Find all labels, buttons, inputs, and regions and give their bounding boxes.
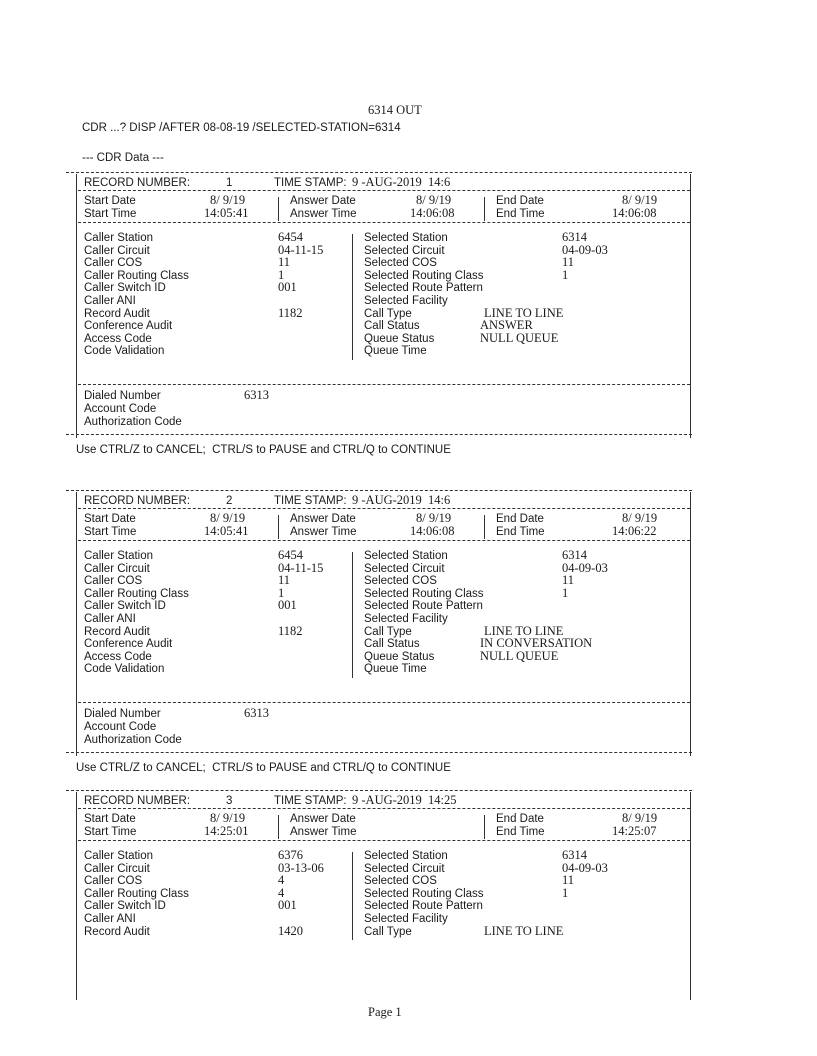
- account-code-label: Account Code: [84, 721, 157, 733]
- dates-rule: [78, 840, 690, 841]
- selected-facility-label: Selected Facility: [364, 295, 448, 307]
- header-rule: [78, 190, 690, 191]
- selected-routing-class-label: Selected Routing Class: [364, 269, 484, 282]
- selected-cos-value: 11: [562, 873, 575, 888]
- selected-route-pattern-label: Selected Route Pattern: [364, 282, 483, 295]
- record-number: 1: [226, 177, 233, 189]
- fields-divider: [352, 852, 353, 940]
- selected-facility-label: Selected Facility: [364, 613, 448, 625]
- conference-audit-label: Conference Audit: [84, 320, 173, 333]
- start-date-value: 8/ 9/19: [210, 811, 246, 825]
- answer-time-value: 14:06:08: [410, 524, 455, 538]
- dates-divider: [278, 515, 279, 539]
- code-validation-label: Code Validation: [84, 663, 165, 676]
- record-audit-value: 1182: [278, 305, 303, 320]
- header-rule: [78, 808, 690, 809]
- call-type-label: Call Type: [364, 307, 412, 320]
- selected-station-label: Selected Station: [364, 850, 448, 862]
- selected-routing-class-value: 1: [562, 267, 569, 282]
- selected-circuit-label: Selected Circuit: [364, 244, 445, 257]
- selected-route-pattern-label: Selected Route Pattern: [364, 600, 483, 613]
- block-bottom-rule: [66, 434, 692, 435]
- start-time-label: Start Time: [84, 826, 137, 838]
- dialed-number-value: 6313: [244, 388, 269, 402]
- dialed-number-label: Dialed Number: [84, 390, 161, 402]
- caller-ani-label: Caller ANI: [84, 913, 136, 925]
- header-rule: [78, 508, 690, 509]
- caller-routing-class-value: 4: [278, 885, 285, 900]
- end-date-label: End Date: [496, 513, 544, 525]
- block-top-rule: [66, 490, 692, 491]
- caller-switch-id-value: 001: [278, 280, 297, 295]
- time-stamp-label: TIME STAMP:: [274, 495, 347, 507]
- page-number: Page 1: [368, 1005, 402, 1019]
- call-type-value: LINE TO LINE: [484, 305, 564, 320]
- time-stamp-label: TIME STAMP:: [274, 795, 347, 807]
- access-code-label: Access Code: [84, 650, 152, 663]
- start-time-value: 14:05:41: [204, 206, 249, 220]
- fields-divider: [352, 234, 353, 360]
- call-status-label: Call Status: [364, 638, 420, 651]
- call-status-value: IN CONVERSATION: [480, 636, 593, 651]
- caller-routing-class-label: Caller Routing Class: [84, 269, 189, 282]
- answer-date-label: Answer Date: [290, 813, 356, 825]
- selected-circuit-label: Selected Circuit: [364, 862, 445, 875]
- record-number-label: RECORD NUMBER:: [84, 177, 191, 189]
- caller-switch-id-label: Caller Switch ID: [84, 900, 166, 913]
- caller-circuit-value: 03-13-06: [278, 860, 324, 875]
- dates-divider: [278, 197, 279, 221]
- caller-switch-id-value: 001: [278, 598, 297, 613]
- record-number: 3: [226, 795, 233, 807]
- dates-divider: [484, 515, 485, 539]
- call-type-label: Call Type: [364, 925, 412, 938]
- selected-routing-class-label: Selected Routing Class: [364, 587, 484, 600]
- record-number-label: RECORD NUMBER:: [84, 495, 191, 507]
- access-code-label: Access Code: [84, 332, 152, 345]
- start-time-value: 14:25:01: [204, 824, 249, 838]
- selected-station-value: 6314: [562, 230, 587, 244]
- record-audit-value: 1420: [278, 923, 303, 938]
- end-time-value: 14:25:07: [612, 824, 657, 838]
- time-stamp-value: 9 -AUG-2019 14:6: [352, 175, 451, 189]
- station-out-heading: 6314 OUT: [368, 103, 422, 117]
- caller-station-value: 6454: [278, 230, 303, 244]
- queue-time-label: Queue Time: [364, 663, 427, 676]
- command-line: CDR ...? DISP /AFTER 08-08-19 /SELECTED-STATION=6314: [82, 122, 401, 134]
- selected-cos-value: 11: [562, 255, 575, 270]
- queue-time-label: Queue Time: [364, 345, 427, 358]
- selected-circuit-value: 04-09-03: [562, 860, 608, 875]
- selected-cos-label: Selected COS: [364, 575, 437, 588]
- start-date-label: Start Date: [84, 813, 136, 825]
- start-date-value: 8/ 9/19: [210, 511, 246, 525]
- queue-status-value: NULL QUEUE: [480, 330, 559, 345]
- selected-routing-class-value: 1: [562, 585, 569, 600]
- dates-divider: [484, 815, 485, 839]
- fields-divider: [352, 552, 353, 678]
- caller-switch-id-label: Caller Switch ID: [84, 600, 166, 613]
- caller-circuit-value: 04-11-15: [278, 242, 324, 257]
- caller-cos-value: 4: [278, 873, 285, 888]
- dialed-number-label: Dialed Number: [84, 708, 161, 720]
- caller-routing-class-label: Caller Routing Class: [84, 587, 189, 600]
- selected-station-label: Selected Station: [364, 232, 448, 244]
- answer-time-value: 14:06:08: [410, 206, 455, 220]
- caller-cos-label: Caller COS: [84, 575, 143, 588]
- end-date-value: 8/ 9/19: [622, 511, 658, 525]
- call-type-label: Call Type: [364, 625, 412, 638]
- record-number-label: RECORD NUMBER:: [84, 795, 191, 807]
- caller-cos-label: Caller COS: [84, 875, 143, 888]
- block-left-rule: [76, 174, 77, 438]
- caller-routing-class-value: 1: [278, 585, 285, 600]
- record-audit-label: Record Audit: [84, 625, 150, 638]
- block-bottom-rule: [66, 752, 692, 753]
- selected-station-label: Selected Station: [364, 550, 448, 562]
- answer-time-label: Answer Time: [290, 526, 357, 538]
- selected-route-pattern-label: Selected Route Pattern: [364, 900, 483, 913]
- selected-facility-label: Selected Facility: [364, 913, 448, 925]
- caller-cos-value: 11: [278, 573, 291, 588]
- block-right-rule: [690, 492, 691, 756]
- end-time-label: End Time: [496, 208, 545, 220]
- caller-station-label: Caller Station: [84, 850, 154, 862]
- end-date-label: End Date: [496, 813, 544, 825]
- caller-circuit-value: 04-11-15: [278, 560, 324, 575]
- block-top-rule: [66, 790, 692, 791]
- code-validation-label: Code Validation: [84, 345, 165, 358]
- end-time-label: End Time: [496, 526, 545, 538]
- record-audit-label: Record Audit: [84, 307, 150, 320]
- block-right-rule: [690, 792, 691, 1000]
- call-status-value: ANSWER: [480, 318, 533, 333]
- caller-circuit-label: Caller Circuit: [84, 862, 150, 875]
- dates-rule: [78, 222, 690, 223]
- record-audit-label: Record Audit: [84, 925, 150, 938]
- fields-rule: [78, 384, 690, 385]
- call-type-value: LINE TO LINE: [484, 923, 564, 938]
- answer-date-label: Answer Date: [290, 195, 356, 207]
- cancel-prompt: Use CTRL/Z to CANCEL; CTRL/S to PAUSE and CTRL/Q to CONTINUE: [76, 444, 451, 456]
- selected-station-value: 6314: [562, 848, 587, 862]
- selected-circuit-value: 04-09-03: [562, 242, 608, 257]
- caller-circuit-label: Caller Circuit: [84, 244, 150, 257]
- time-stamp-value: 9 -AUG-2019 14:6: [352, 493, 451, 507]
- end-date-value: 8/ 9/19: [622, 193, 658, 207]
- start-time-label: Start Time: [84, 208, 137, 220]
- block-top-rule: [66, 172, 692, 173]
- selected-cos-label: Selected COS: [364, 875, 437, 888]
- start-date-value: 8/ 9/19: [210, 193, 246, 207]
- caller-station-value: 6454: [278, 548, 303, 562]
- fields-rule: [78, 702, 690, 703]
- selected-circuit-label: Selected Circuit: [364, 562, 445, 575]
- block-left-rule: [76, 492, 77, 756]
- answer-date-value: 8/ 9/19: [416, 193, 452, 207]
- caller-ani-label: Caller ANI: [84, 613, 136, 625]
- caller-cos-value: 11: [278, 255, 291, 270]
- start-date-label: Start Date: [84, 513, 136, 525]
- selected-circuit-value: 04-09-03: [562, 560, 608, 575]
- end-date-value: 8/ 9/19: [622, 811, 658, 825]
- caller-routing-class-value: 1: [278, 267, 285, 282]
- caller-switch-id-value: 001: [278, 898, 297, 913]
- time-stamp-value: 9 -AUG-2019 14:25: [352, 793, 457, 807]
- call-type-value: LINE TO LINE: [484, 623, 564, 638]
- authorization-code-label: Authorization Code: [84, 416, 182, 428]
- caller-routing-class-label: Caller Routing Class: [84, 887, 189, 900]
- start-date-label: Start Date: [84, 195, 136, 207]
- caller-cos-label: Caller COS: [84, 257, 143, 270]
- record-audit-value: 1182: [278, 623, 303, 638]
- block-right-rule: [690, 174, 691, 438]
- selected-routing-class-value: 1: [562, 885, 569, 900]
- record-number: 2: [226, 495, 233, 507]
- selected-station-value: 6314: [562, 548, 587, 562]
- answer-date-value: 8/ 9/19: [416, 511, 452, 525]
- caller-station-label: Caller Station: [84, 232, 154, 244]
- section-title: --- CDR Data ---: [82, 152, 164, 164]
- answer-time-label: Answer Time: [290, 208, 357, 220]
- selected-cos-label: Selected COS: [364, 257, 437, 270]
- queue-status-value: NULL QUEUE: [480, 648, 559, 663]
- call-status-label: Call Status: [364, 320, 420, 333]
- caller-station-value: 6376: [278, 848, 303, 862]
- start-time-value: 14:05:41: [204, 524, 249, 538]
- end-time-label: End Time: [496, 826, 545, 838]
- start-time-label: Start Time: [84, 526, 137, 538]
- end-date-label: End Date: [496, 195, 544, 207]
- dialed-number-value: 6313: [244, 706, 269, 720]
- caller-station-label: Caller Station: [84, 550, 154, 562]
- caller-ani-label: Caller ANI: [84, 295, 136, 307]
- cancel-prompt: Use CTRL/Z to CANCEL; CTRL/S to PAUSE and CTRL/Q to CONTINUE: [76, 762, 451, 774]
- conference-audit-label: Conference Audit: [84, 638, 173, 651]
- end-time-value: 14:06:08: [612, 206, 657, 220]
- answer-date-label: Answer Date: [290, 513, 356, 525]
- queue-status-label: Queue Status: [364, 332, 435, 345]
- dates-rule: [78, 540, 690, 541]
- dates-divider: [278, 815, 279, 839]
- end-time-value: 14:06:22: [612, 524, 657, 538]
- caller-circuit-label: Caller Circuit: [84, 562, 150, 575]
- dates-divider: [484, 197, 485, 221]
- block-left-rule: [76, 792, 77, 1000]
- answer-time-label: Answer Time: [290, 826, 357, 838]
- time-stamp-label: TIME STAMP:: [274, 177, 347, 189]
- selected-routing-class-label: Selected Routing Class: [364, 887, 484, 900]
- selected-cos-value: 11: [562, 573, 575, 588]
- account-code-label: Account Code: [84, 403, 157, 415]
- queue-status-label: Queue Status: [364, 650, 435, 663]
- authorization-code-label: Authorization Code: [84, 734, 182, 746]
- caller-switch-id-label: Caller Switch ID: [84, 282, 166, 295]
